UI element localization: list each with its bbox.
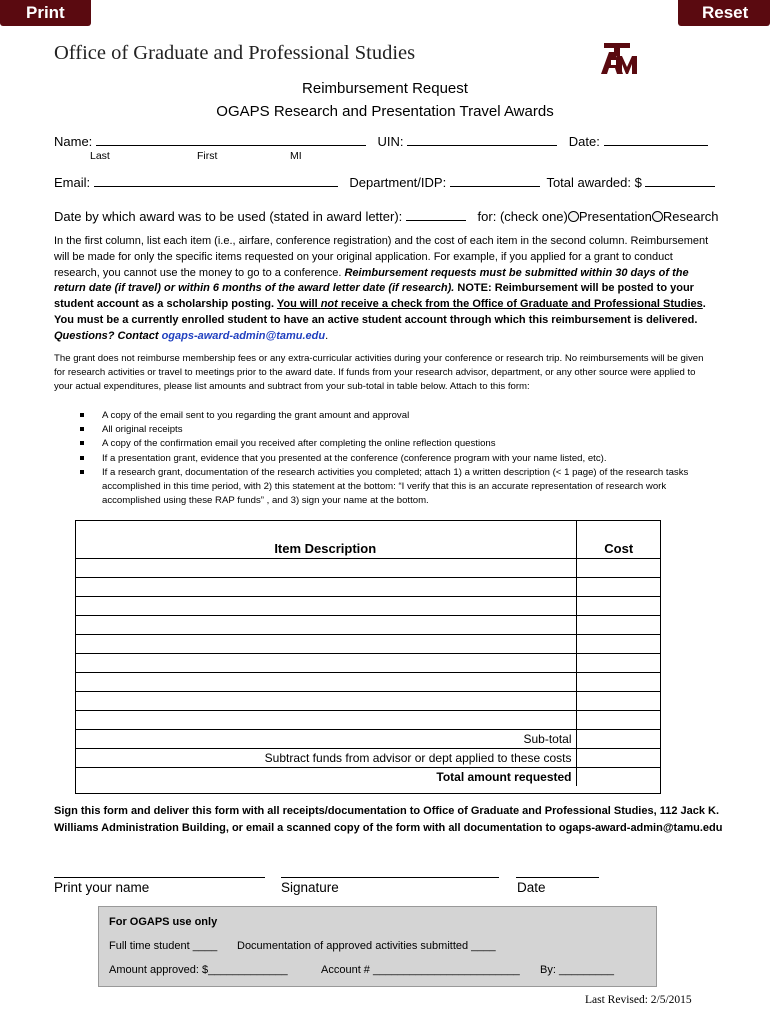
attachments-list <box>80 409 700 508</box>
tamu-logo-icon <box>597 42 637 76</box>
office-title: Office of Graduate and Professional Studies <box>54 42 416 64</box>
total-awarded-label: Total awarded: $ <box>546 175 642 190</box>
name-input[interactable] <box>96 133 366 146</box>
sign-date-label: Date <box>517 880 546 895</box>
department-input[interactable] <box>450 174 540 187</box>
presentation-radio[interactable] <box>568 211 579 222</box>
list-item: A copy of the confirmation email you received after completing the online reflection questions <box>80 437 700 451</box>
grant-policy-paragraph: The grant does not reimburse membership fees or any extra-curricular activities during your conference or research trip. No reimbursements will be given for research activities or travel to meetings prior to the award date. If funds from your research advisor, department, or any other source were applied to your actual expenditures, please list amounts and subtract from your sub-total in table below. Attach to this form: <box>54 353 704 393</box>
total-awarded-input[interactable] <box>645 174 715 187</box>
last-label: Last <box>90 150 110 162</box>
contact-email-link[interactable]: ogaps-award-admin@tamu.edu <box>161 329 326 342</box>
table-row[interactable] <box>75 615 661 634</box>
research-radio[interactable] <box>652 211 663 222</box>
table-row[interactable] <box>75 558 661 577</box>
table-row[interactable] <box>75 596 661 615</box>
date-input[interactable] <box>604 133 708 146</box>
cost-header: Cost <box>576 520 661 558</box>
date-label: Date: <box>568 134 600 149</box>
form-title: Reimbursement Request <box>302 80 468 97</box>
full-time-student-field: Full time student ____ <box>109 940 218 952</box>
name-row <box>54 133 708 149</box>
uin-label: UIN: <box>377 134 404 149</box>
subtotal-row[interactable]: Sub-total <box>75 729 661 748</box>
table-row[interactable] <box>75 653 661 672</box>
documentation-field: Documentation of approved activities submitted ____ <box>237 940 496 952</box>
name-label: Name: <box>54 134 93 149</box>
instr-text-1: In the first column, list each item (i.e., airfare, conference registration) and the cost of each item in the second column. Reimbursement will be made for only the specific items requested on your original application. For example, if you applied for a grant to conduct research, you cannot use the money to go to a conference. <box>54 235 709 279</box>
amount-approved-field: Amount approved: $_____________ <box>109 964 288 976</box>
email-row <box>54 174 715 190</box>
ogaps-use-box <box>98 906 657 987</box>
signature-line[interactable] <box>281 877 499 878</box>
reset-button[interactable]: Reset <box>678 0 770 26</box>
list-item: All original receipts <box>80 423 700 437</box>
account-field: Account # ________________________ <box>321 964 520 976</box>
instr-enrolled: . You must be a currently enrolled student to have an active student account through which this reimbursement is delivered. <box>54 298 706 326</box>
award-date-row <box>54 208 719 224</box>
print-name-line[interactable] <box>54 877 265 878</box>
print-button[interactable]: Print <box>0 0 91 26</box>
table-row[interactable] <box>75 577 661 596</box>
subtract-funds-row[interactable]: Subtract funds from advisor or dept applied to these costs <box>75 748 661 767</box>
instructions-paragraph: In the first column, list each item (i.e., airfare, conference registration) and the cost of each item in the second column. Reimbursement will be made for only the specific items requested on your original application. For example, if you applied for a grant to conduct research, you cannot use the money to go to a conference. Reimbursement requests must be submitted within 30 days of the return date (if travel) or within 6 months of the award letter date (if research). NOTE: Reimbursement will be posted to your student account as a scholarship posting. You will not receive a check from the Office of Graduate and Professional Studies. You must be a currently enrolled student to have an active student account through which this reimbursement is delivered. Questions? Contact ogaps-award-admin@tamu.edu. <box>54 235 709 342</box>
submission-instructions: Sign this form and deliver this form with all receipts/documentation to Office of Graduate and Professional Studies, 112 Jack K. Williams Administration Building, or email a scanned copy of the form with all documentation to ogaps-award-admin@tamu.edu <box>54 805 723 834</box>
last-revised: Last Revised: 2/5/2015 <box>585 994 692 1006</box>
first-label: First <box>197 150 218 162</box>
award-date-input[interactable] <box>406 208 466 221</box>
print-name-label: Print your name <box>54 880 150 895</box>
instr-deadline: Reimbursement requests must be submitted within 30 days of the return date (if travel) or within 6 months of the award letter date (if research). <box>54 266 689 295</box>
table-row[interactable] <box>75 691 661 710</box>
item-description-header: Item Description <box>274 540 377 556</box>
expense-table <box>75 520 661 786</box>
total-requested-row[interactable]: Total amount requested <box>75 767 661 786</box>
award-date-label: Date by which award was to be used (stated in award letter): <box>54 209 403 224</box>
list-item: A copy of the email sent to you regarding the grant amount and approval <box>80 409 700 423</box>
instr-note: NOTE: Reimbursement will be posted to your student account as a scholarship posting. <box>54 282 694 311</box>
instr-questions: Questions? Contact <box>54 329 162 342</box>
check-one-label: for: (check one) <box>477 209 568 224</box>
presentation-label: Presentation <box>578 209 652 224</box>
ogaps-box-title: For OGAPS use only <box>109 916 218 928</box>
email-label: Email: <box>54 175 91 190</box>
form-subtitle: OGAPS Research and Presentation Travel Awards <box>216 103 554 120</box>
signature-label: Signature <box>281 880 339 895</box>
uin-input[interactable] <box>407 133 557 146</box>
mi-label: MI <box>290 150 302 162</box>
table-row[interactable] <box>75 634 661 653</box>
list-item: If a research grant, documentation of the research activities you completed; attach 1) a written description (< 1 page) of the research tasks accomplished in this time period, with 2) this statement at the bottom: “I verify that this is an accurate representation of research work accomplished using these RAP funds” , and 3) sign your name at the bottom. <box>80 466 700 509</box>
instr-no-check: You will not receive a check from the Office of Graduate and Professional Studies <box>276 298 703 311</box>
sign-date-line[interactable] <box>516 877 599 878</box>
department-label: Department/IDP: <box>349 175 447 190</box>
by-field: By: _________ <box>540 964 615 976</box>
list-item: If a presentation grant, evidence that you presented at the conference (conference program with your name listed, etc). <box>80 452 700 466</box>
table-row[interactable] <box>75 710 661 729</box>
email-input[interactable] <box>94 174 338 187</box>
research-label: Research <box>662 209 719 224</box>
table-row[interactable] <box>75 672 661 691</box>
